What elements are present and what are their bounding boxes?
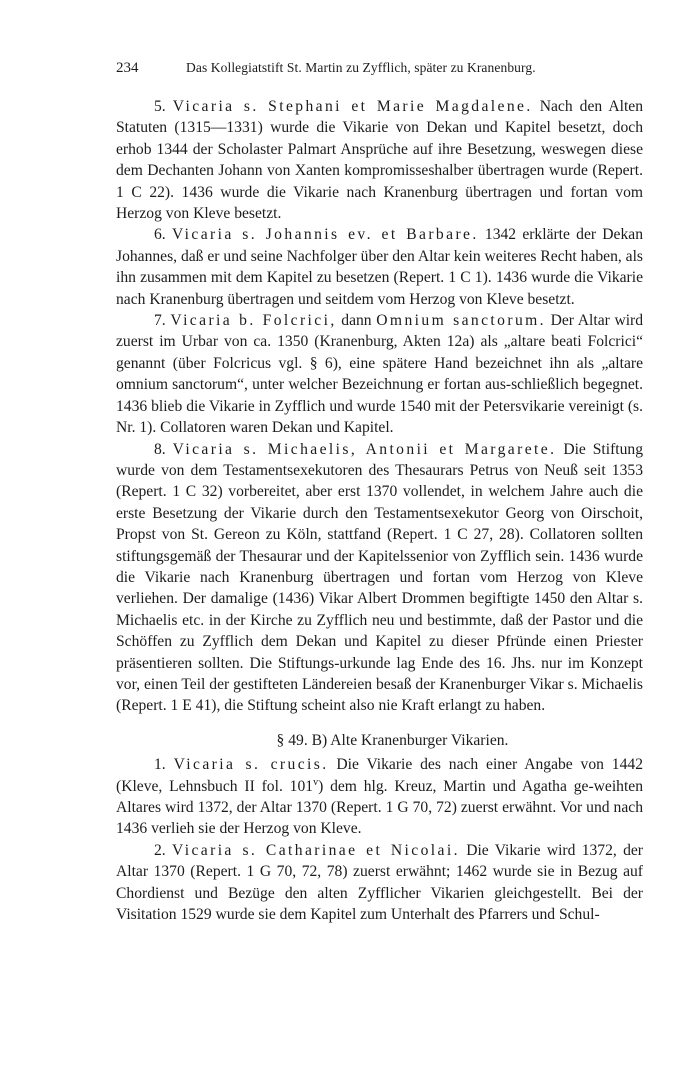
entry-title: Vicaria s. crucis. xyxy=(173,756,329,774)
running-head xyxy=(116,60,643,82)
entry-number: 6. xyxy=(154,226,166,244)
running-title: Das Kollegiatstift St. Martin zu Zyfflich, später zu Kranenburg. xyxy=(186,60,536,75)
entry-5-vicaria-stephani xyxy=(116,96,643,224)
entry-number: 1. xyxy=(154,756,166,774)
entry-text: Die Vikarie wird 1372, der Altar 1370 (Repert. 1 G 70, 72, 78) zuerst erwähnt; 1462 wurde sie in Bezug auf Chordienst und Bezüge den alten Zyfflicher Vikarien gleichgestellt. Bei der Visitation 1529 wurde sie dem Kapitel zum Unterhalt des Pfarrers und Schul- xyxy=(116,841,643,924)
page-number: 234 xyxy=(116,60,139,76)
entry-number: 7. xyxy=(154,312,166,330)
entry-title: Vicaria s. Johannis ev. et Barbare. xyxy=(171,226,479,244)
entry-number: 2. xyxy=(154,841,166,859)
entry-6-vicaria-johannis xyxy=(116,224,643,310)
entry-text: Nach den Alten Statuten (1315—1331) wurde die Vikarie von Dekan und Kapitel besetzt, doch erhob 1344 der Scholaster Palmart Ansprüche auf ihre Besetzung, weswegen diese dem Dechanten Johann von Xanten kompromisseshalber übertragen wurde (Repert. 1 C 22). 1436 wurde die Vikarie nach Kranenburg übertragen und fortan vom Herzog von Kleve besetzt. xyxy=(116,98,644,223)
book-page xyxy=(116,60,643,925)
entry-number: 8. xyxy=(154,440,166,458)
entry-1-vicaria-crucis xyxy=(116,754,643,840)
entry-title: Vicaria s. Michaelis, Antonii et Margarete. xyxy=(172,440,557,458)
entry-text: Die Stiftung wurde von dem Testamentsexekutoren des Thesaurars Petrus von Neuß seit 1353 (Repert. 1 C 32) vorbereitet, aber erst 1370 vollendet, in welchem Jahre auch die erste Besetzung der Vikarie durch den Testamentsexekutor Georg von Oirschoit, Propst von St. Gereon zu Köln, stattfand (Repert. 1 C 27, 28). Collatoren sollten stiftungsgemäß der Thesaurar und der Kapitelssenior von Zyfflich sein. 1436 wurde die Vikarie nach Kranenburg übertragen und fortan vom Herzog von Kleve verliehen. Der damalige (1436) Vikar Albert Drommen begiftigte 1450 den Altar s. Michaelis etc. in der Kirche zu Zyfflich neu und bestimmte, daß der Pastor und die Schöffen zu Zyfflich dem Dekan und Kapitel zu dieser Pfründe einen Priester präsentieren sollten. Die Stiftungs-urkunde lag Ende des 16. Jhs. nur im Konzept vor, einen Teil der gestifteten Ländereien besaß der Kranenburger Vikar s. Michaelis (Repert. 1 E 41), die Stiftung scheint also nie Kraft erlangt zu haben. xyxy=(116,440,644,715)
entry-8-vicaria-michaelis xyxy=(116,439,643,717)
folio-verso-superscript: v xyxy=(313,776,319,788)
entry-title: Vicaria s. Stephani et Marie Magdalene. xyxy=(172,98,533,115)
entry-text-pre: Die Vikarie des nach einer Angabe von 1442 (Kleve, Lehnsbuch II fol. 101 xyxy=(116,756,643,795)
entry-text: 1342 erklärte der Dekan Johannes, daß er und seine Nachfolger über den Altar kein weiteres Recht haben, als ihn zusammen mit dem Kapitel zu besetzen (Repert. 1 C 1). 1436 wurde die Vikarie nach Kranenburg übertragen und seitdem vom Herzog von Kleve besetzt. xyxy=(116,226,643,308)
entry-2-vicaria-catharinae xyxy=(116,840,643,926)
entry-text: Der Altar wird zuerst im Urbar von ca. 1350 (Kranenburg, Akten 12a) als „altare beati Folcrici“ genannt (über Folcricus vgl. § 6), eine spätere Hand bezeichnet ihn als „altare omnium sanctorum“, unter welcher Bezeichnung er fortan aus-schließlich begegnet. 1436 blieb die Vikarie in Zyfflich und wurde 1540 mit der Petersvikarie vereinigt (s. Nr. 1). Collatoren waren Dekan und Kapitel. xyxy=(116,312,644,437)
entry-title-part-a: Vicaria b. Folcrici, xyxy=(170,312,337,330)
entry-text-post: ) dem hlg. Kreuz, Martin und Agatha ge-weihten Altares wird 1372, der Altar 1370 (Repert. 1 G 70, 72) zuerst erwähnt. Vor und nach 1436 verlieh sie der Herzog von Kleve. xyxy=(116,777,643,838)
section-heading: § 49. B) Alte Kranenburger Vikarien. xyxy=(276,731,509,749)
entry-title: Vicaria s. Catharinae et Nicolai. xyxy=(172,841,460,859)
entry-title-part-b: Omnium sanctorum. xyxy=(376,312,546,330)
entry-number: 5. xyxy=(154,98,166,115)
entry-7-vicaria-folcrici xyxy=(116,310,643,438)
entry-title-connector: dann xyxy=(341,312,372,330)
